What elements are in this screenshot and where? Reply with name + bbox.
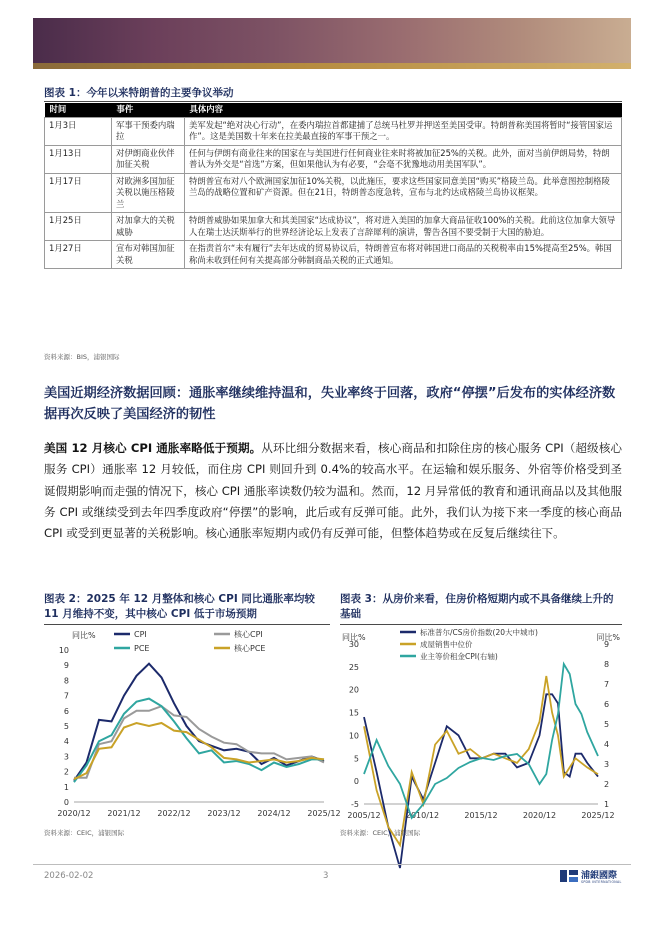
figure1-rule [44,101,622,102]
cell-content: 美军发起“绝对决心行动”，在委内瑞拉首都建捕了总统马杜罗并押送至美国受审。特朗普称美国将暂时“接管国家运作”。这是美国数十年来在拉美最直接的军事干预之一。 [185,117,622,145]
paragraph-lead: 美国 12 月核心 CPI 通胀率略低于预期。 [44,441,262,455]
x-tick-label: 2020/12 [522,811,557,820]
x-tick-label: 2025/12 [307,809,341,818]
series-line [364,664,598,818]
legend-label: PCE [134,644,150,653]
y-tick-label: 9 [63,661,69,671]
y-tick-label: 0 [63,798,69,807]
x-tick-label: 2010/12 [405,811,440,820]
y-tick-label: 1 [63,782,69,792]
header-date: 时间 [45,103,112,117]
cell-date: 1月25日 [45,213,112,241]
figure3-source: 资料来源：CEIC，浦银国际 [340,829,421,837]
y-tick-label-right: 1 [604,800,610,809]
paragraph-body: 从环比细分数据来看，核心商品和扣除住房的核心服务 CPI（超级核心服务 CPI）通胀率 12 月较低，而住房 CPI 则回升到 0.4%的较高水平。在运输和娱乐服务、外宿等价格受到圣诞假期影响而走强的情况下，核心 CPI 通胀率读数仍较为温和。然而，12 月异常低的教育和通讯商品以及其他服务 CPI 或继续受到去年四季度政府“停摆”的影响，此后或有反弹可能。此外，我们认为接下来一季度的核心商品 CPI 或受到更显著的关税影响。核心通胀率短期内或仍有反弹可能，但整体趋势或在反复后继续往下。 [44,441,622,541]
y-tick-label: 10 [58,646,69,655]
cell-date: 1月27日 [45,241,112,269]
y-tick-label: 5 [63,722,69,731]
y-tick-label-left: 25 [348,662,359,672]
events-table [44,103,622,269]
logo-subtext: SPDB INTERNATIONAL [581,880,622,884]
cell-date: 1月3日 [45,117,112,145]
y-tick-label: 2 [63,767,69,777]
legend-label: 标准普尔/CS房价指数(20大中城市) [420,628,538,637]
header-event: 事件 [112,103,185,117]
table-row [45,173,622,213]
x-tick-label: 2015/12 [464,811,498,820]
cell-event: 宣布对韩国加征关税 [112,241,185,269]
footer-rule [33,864,631,865]
y-tick-label-right: 9 [604,640,610,649]
legend-label: 业主等价租金CPI(右轴) [420,652,498,661]
figure3-tag: 图表 3： [340,593,383,605]
table-row [45,213,622,241]
series-line [74,723,324,779]
section-heading: 美国近期经济数据回顾：通胀率继续维持温和，失业率终于回落，政府“停摆”后发布的实体经济数据再次反映了美国经济的韧性 [44,386,616,422]
cell-event: 对伊朗商业伙伴加征关税 [112,145,185,173]
chart1-wrap [44,626,341,828]
y-tick-label-right: 3 [604,760,610,769]
y-tick-label-right: 2 [604,780,610,789]
y-tick-label-left: 10 [348,731,359,741]
legend-label: 成屋销售中位价 [420,640,473,649]
body-paragraph [44,438,622,544]
x-tick-label: 2025/12 [581,811,615,820]
cell-event: 军事干预委内瑞拉 [112,117,185,145]
y-tick-label: 3 [63,752,69,762]
cell-event: 对欧洲多国加征关税以施压格陵兰 [112,173,185,213]
x-tick-label: 2020/12 [57,809,91,818]
x-tick-label: 2021/12 [107,809,141,818]
y-axis-label-right: 同比% [596,633,620,642]
x-tick-label: 2024/12 [257,809,291,818]
cell-content: 特朗普威胁如果加拿大和其美国家“达成协议”，将对进入美国的加拿大商品征收100%的关税。此前这位加拿大领导人在瑞士达沃斯举行的世界经济论坛上发表了言辞犀利的演讲，警告各国不要受制于大国的胁迫。 [185,213,622,241]
cpi-chart [44,626,341,824]
figure2-tag: 图表 2： [44,593,87,605]
legend-label: CPI [134,630,147,639]
table-row [45,145,622,173]
page-number: 3 [323,871,329,881]
table-row [45,241,622,269]
y-tick-label-right: 7 [604,680,610,689]
events-header-row [45,103,622,117]
y-tick-label-left: 15 [348,708,359,718]
figure2-source: 资料来源：CEIC，浦银国际 [44,829,125,837]
y-tick-label: 8 [63,676,69,686]
y-tick-label-right: 4 [604,740,610,749]
header-banner [33,18,631,68]
cell-content: 特朗普宣布对八个欧洲国家加征10%关税，以此施压，要求这些国家同意美国“购买”格陵兰岛。此举意图控制格陵兰岛的战略位置和矿产资源。但在21日，特朗普态度急转，宣布与北约达成格陵兰岛协议框架。 [185,173,622,213]
y-axis-label: 同比% [72,631,96,640]
y-tick-label: 7 [63,691,69,701]
figure3-title-text: 从房价来看，住房价格短期内或不具备继续上升的基础 [340,593,614,620]
y-tick-label-left: 20 [348,685,359,695]
housing-chart [340,626,622,824]
y-tick-label: 6 [63,706,69,716]
x-tick-label: 2005/12 [347,811,381,820]
cell-content: 在指责首尔“未有履行”去年达成的贸易协议后，特朗普宣布将对韩国进口商品的关税税率由15%提高至25%。韩国称尚未收到任何有关提高部分韩制商品关税的正式通知。 [185,241,622,269]
logo-text: 浦銀國際 [581,871,618,881]
x-tick-label: 2023/12 [207,809,241,818]
header-stripe [33,63,631,69]
y-tick-label-left: -5 [351,800,359,809]
figure2-rule [44,624,330,625]
y-tick-label-right: 5 [604,720,610,729]
y-tick-label-left: 0 [353,777,359,787]
chart2-wrap [340,626,622,828]
legend-label: 核心PCE [234,644,266,653]
x-tick-label: 2022/12 [157,809,191,818]
header-content: 具体内容 [185,103,622,117]
y-tick-label-right: 6 [604,700,610,709]
figure3-title [340,592,622,622]
cell-date: 1月17日 [45,173,112,213]
figure1-title [44,86,233,101]
table-row [45,117,622,145]
y-tick-label: 4 [63,737,69,747]
figure3-rule [340,624,622,625]
y-tick-label-right: 8 [604,660,610,669]
figure1-tag: 图表 1： [44,87,87,99]
figure1-title-text: 今年以来特朗普的主要争议举动 [86,87,234,99]
figure2-title-text: 2025 年 12 月整体和核心 CPI 同比通胀率均较 11 月维持不变，其中核心 CPI 低于市场预期 [44,593,315,620]
y-tick-label-left: 30 [348,640,359,649]
cell-date: 1月13日 [45,145,112,173]
y-axis-label-left: 同比% [342,633,366,642]
cell-content: 任何与伊朗有商业往来的国家在与美国进行任何商业往来时将被加征25%的关税。此外，面对当前伊朗局势，特朗普认为外交是“首选”方案，但如果他认为有必要，“会毫不犹豫地动用美国军队”。 [185,145,622,173]
y-tick-label-left: 5 [353,754,359,764]
footer-date: 2026-02-02 [44,871,94,881]
logo-icon [558,867,580,885]
figure1-source: 资料来源：BIS，浦银国际 [44,353,120,361]
legend-label: 核心CPI [234,630,263,639]
cell-event: 对加拿大的关税威胁 [112,213,185,241]
figure2-title [44,592,330,622]
